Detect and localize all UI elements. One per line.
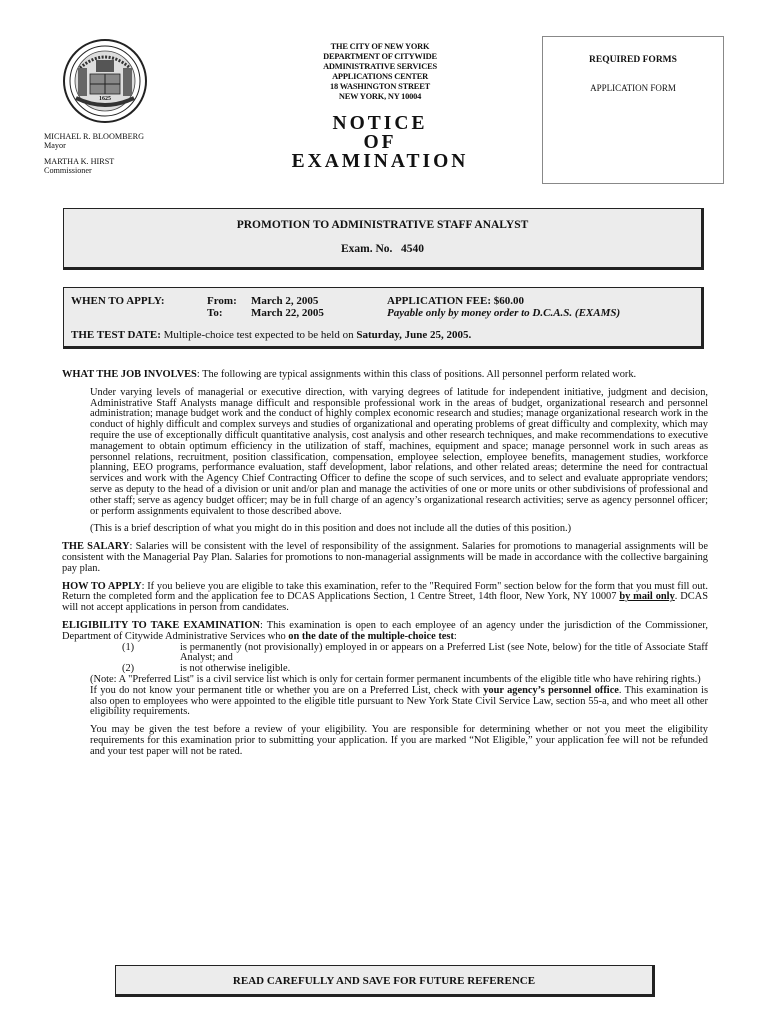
apply-heading: HOW TO APPLY bbox=[62, 580, 142, 592]
job-description: Under varying levels of managerial or executive direction, with varying degrees of latitude for independent initiative, judgment and decision, Administrative Staff Analysts manage difficult and responsible professional work in the areas of budget, organizational research and personnel administration; manage budget work and the conduct of highly complex economic research and studies; manage organizational research work in the conduct of highly difficult and complex surveys and studies of organizational and operating problems of great difficulty and complexity, which may require the use of exceptionally difficult quantitative analysis, cost analysis and other research techniques, and make recommendations to executive management to obtain optimum efficiency in the utilization of staff, machines, equipment and space; manage personnel work in such areas as personnel relations, recruitment, position classification, compensation, employee selection, employee benefits, management studies, workforce planning, EEO programs, performance evaluation, staff development, labor relations, and other related areas; determine the need for contractual services and work with the Agency Chief Contracting Officer to define the scope of such services, and to select and evaluate appropriate vendors; serve as deputy to the head of a division or unit and/or plan and manage the activities of one or more units or other subdivisions of professional and other staff; serve as agency budget officer; may be in full charge of an agency’s organizational research activities; serve as agency personnel officer; or perform assignments equivalent to those described above. bbox=[90, 386, 708, 517]
to-date: March 22, 2005 bbox=[251, 307, 324, 319]
notice-body bbox=[62, 370, 708, 758]
eligibility-check-text-2: . This examination is also open to employees who were appointed to the eligible title pursuant to New York State Civil Service Law, section 55-a, and who meet all other eligibility requirements. bbox=[90, 684, 708, 718]
apply-text-2: . DCAS will not accept applications in person from candidates. bbox=[62, 591, 708, 614]
test-date-text: Multiple-choice test expected to be held on bbox=[163, 329, 354, 341]
exam-number-value: 4540 bbox=[401, 243, 425, 255]
notice-line: OF bbox=[363, 132, 397, 153]
city-seal bbox=[62, 38, 148, 124]
fee-note: Payable only by money order to D.C.A.S. (EXAMS) bbox=[387, 307, 621, 319]
salary-section bbox=[62, 542, 708, 574]
job-heading: WHAT THE JOB INVOLVES bbox=[62, 369, 197, 380]
eligibility-heading: ELIGIBILITY TO TAKE EXAMINATION bbox=[62, 619, 260, 631]
exam-title: PROMOTION TO ADMINISTRATIVE STAFF ANALYST bbox=[236, 219, 529, 231]
required-forms-title: REQUIRED FORMS bbox=[589, 55, 677, 65]
list-number: (1) bbox=[122, 641, 135, 653]
required-form-item: APPLICATION FORM bbox=[590, 83, 676, 93]
from-date: March 2, 2005 bbox=[251, 295, 319, 307]
mail-only-note: by mail only bbox=[619, 591, 675, 603]
eligibility-check-note bbox=[62, 686, 708, 718]
notice-line: EXAMINATION bbox=[291, 151, 469, 172]
salary-text: : Salaries will be consistent with the level of responsibility of the assignment. Salaries for promotions to managerial assignments will be consistent with the Managerial Pay Plan. Salaries for promotions to non-managerial assignments will be made in accordance with the collective bargaining pay plan. bbox=[62, 541, 708, 574]
when-to-apply-label: WHEN TO APPLY: bbox=[71, 295, 165, 307]
eligibility-check-text: If you do not know your permanent title or whether you are on a Preferred List, check with bbox=[90, 684, 480, 696]
apply-section bbox=[62, 582, 708, 614]
mayor-title: Mayor bbox=[44, 141, 66, 151]
exam-number bbox=[64, 243, 701, 255]
application-info-box bbox=[63, 287, 704, 349]
notice-line: NOTICE bbox=[332, 113, 428, 134]
footer-text: READ CAREFULLY AND SAVE FOR FUTURE REFERENCE bbox=[232, 975, 536, 987]
mayor-name: MICHAEL R. BLOOMBERG bbox=[44, 132, 144, 141]
agency-line: APPLICATIONS CENTER bbox=[332, 72, 428, 81]
list-item bbox=[62, 643, 708, 665]
list-text: is not otherwise ineligible. bbox=[180, 663, 291, 675]
agency-line: 18 WASHINGTON STREET bbox=[330, 82, 430, 91]
commissioner-name: MARTHA K. HIRST bbox=[44, 156, 115, 166]
to-label: To: bbox=[207, 307, 223, 319]
notice-title bbox=[250, 114, 510, 171]
list-text: is permanently (not provisionally) employed in or appears on a Preferred List (see Note, below) for the title of Associate Staff Analyst; and bbox=[180, 641, 708, 664]
personnel-office: your agency’s personnel office bbox=[483, 684, 619, 696]
agency-line: DEPARTMENT OF CITYWIDE bbox=[323, 52, 437, 61]
agency-line: ADMINISTRATIVE SERVICES bbox=[323, 62, 437, 71]
eligibility-section bbox=[62, 621, 708, 643]
apply-text: : If you believe you are eligible to take this examination, refer to the "Required Form" section below for the form that you must fill out. Return the completed form and the application fee to DCAS Applications Section, 1 Centre Street, 14th floor, New York, NY 10007 bbox=[62, 580, 708, 603]
agency-line: THE CITY OF NEW YORK bbox=[330, 42, 430, 51]
exam-title-box bbox=[63, 208, 704, 270]
seal-year: 1625 bbox=[99, 96, 111, 102]
exam-number-label: Exam. No. bbox=[340, 243, 393, 255]
commissioner-title: Commissioner bbox=[44, 166, 92, 176]
job-intro-text: : The following are typical assignments within this class of positions. All personnel perform related work. bbox=[196, 369, 637, 380]
test-date-label: THE TEST DATE: bbox=[71, 329, 161, 341]
job-intro bbox=[62, 370, 708, 381]
agency-header bbox=[290, 42, 470, 102]
eligibility-colon: : bbox=[453, 630, 457, 642]
eligibility-text: : This examination is open to each employee of an agency under the jurisdiction of the Commissioner, Department of Citywide Administrative Services who bbox=[62, 619, 708, 642]
from-label: From: bbox=[207, 295, 237, 307]
test-date-value: Saturday, June 25, 2005. bbox=[356, 329, 472, 341]
footer-box bbox=[115, 965, 655, 997]
test-date-line bbox=[71, 329, 471, 342]
salary-heading: THE SALARY bbox=[62, 541, 130, 553]
list-number: (2) bbox=[122, 663, 135, 675]
officials-block bbox=[44, 132, 144, 176]
eligibility-date: on the date of the multiple-choice test bbox=[288, 630, 454, 642]
application-fee: APPLICATION FEE: $60.00 bbox=[387, 295, 524, 307]
preferred-list-note: (Note: A "Preferred List" is a civil service list which is only for certain former permanent incumbents of the eligible title who have rehiring rights.) bbox=[90, 673, 701, 685]
eligibility-review-note: You may be given the test before a review of your eligibility. You are responsible for determining whether or not you meet the eligibility requirements for this examination prior to submitting your application. If you are marked “Not Eligible,” your application fee will not be refunded and your test paper will not be rated. bbox=[90, 724, 708, 757]
agency-line: NEW YORK, NY 10004 bbox=[338, 92, 422, 101]
job-note: (This is a brief description of what you might do in this position and does not include all the duties of this position.) bbox=[90, 523, 572, 535]
required-forms-box bbox=[542, 36, 724, 184]
